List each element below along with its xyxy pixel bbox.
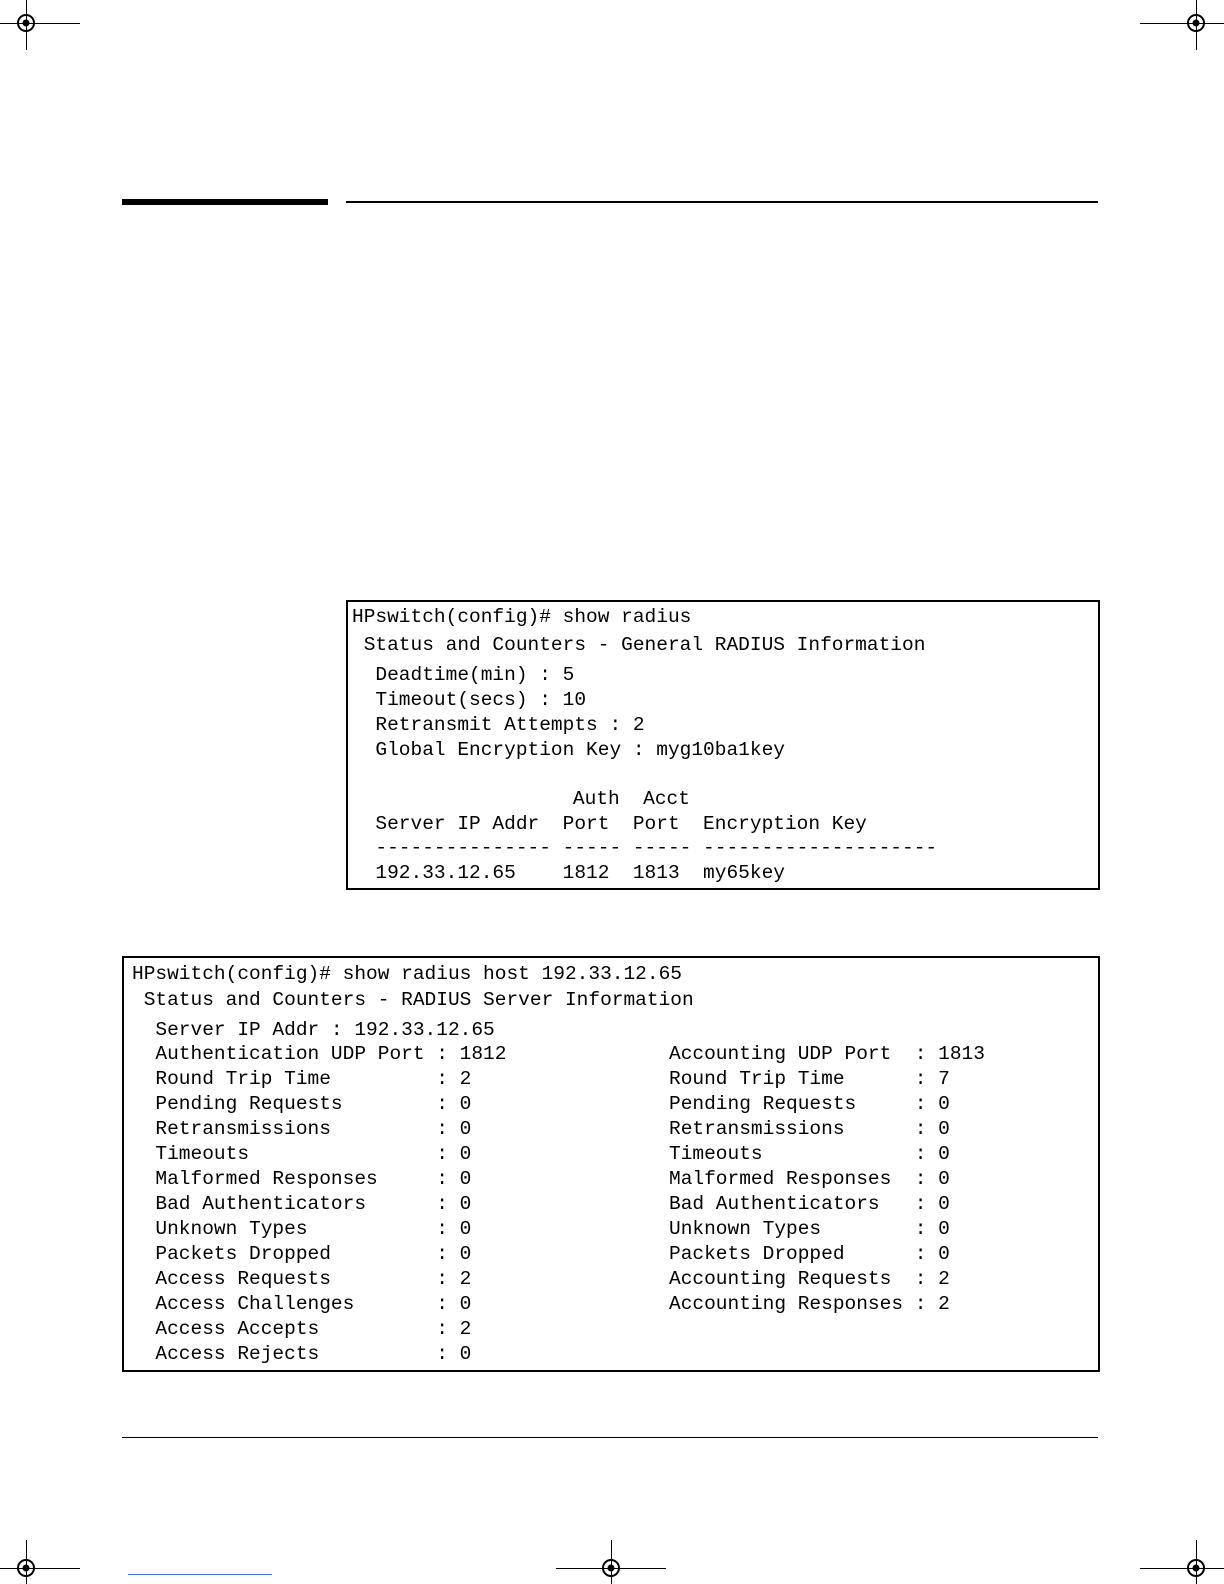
acct-line: Accounting UDP Port : 1813 xyxy=(669,1043,985,1065)
section-title: Status and Counters - RADIUS Server Information xyxy=(132,989,694,1011)
auth-line: Packets Dropped : 0 xyxy=(132,1243,472,1265)
command-line: HPswitch(config)# show radius host 192.33.12.65 xyxy=(132,963,682,985)
acct-line: Retransmissions : 0 xyxy=(669,1118,950,1140)
auth-line: Authentication UDP Port : 1812 xyxy=(132,1043,507,1065)
auth-line: Retransmissions : 0 xyxy=(132,1118,472,1140)
timeout-line: Timeout(secs) : 10 xyxy=(352,689,587,711)
auth-line: Unknown Types : 0 xyxy=(132,1218,472,1240)
footer-rule xyxy=(122,1437,1098,1438)
global-key-line: Global Encryption Key : myg10ba1key xyxy=(352,739,785,761)
acct-line: Accounting Requests : 2 xyxy=(669,1268,950,1290)
header-rule-thick xyxy=(122,199,328,205)
auth-line: Timeouts : 0 xyxy=(132,1143,472,1165)
section-title: Status and Counters - General RADIUS Information xyxy=(352,634,926,656)
deadtime-line: Deadtime(min) : 5 xyxy=(352,664,575,686)
server-ip-line: Server IP Addr : 192.33.12.65 xyxy=(132,1019,495,1041)
auth-line: Bad Authenticators : 0 xyxy=(132,1193,472,1215)
terminal-show-radius-host xyxy=(122,956,1100,1372)
acct-line: Malformed Responses : 0 xyxy=(669,1168,950,1190)
auth-line: Access Challenges : 0 xyxy=(132,1293,472,1315)
header-rule-thin xyxy=(346,201,1098,203)
table-header-row-1: Auth Acct xyxy=(374,788,690,810)
auth-line: Pending Requests : 0 xyxy=(132,1093,472,1115)
acct-line: Unknown Types : 0 xyxy=(669,1218,950,1240)
table-row: 192.33.12.65 1812 1813 my65key xyxy=(352,862,785,884)
acct-line: Bad Authenticators : 0 xyxy=(669,1193,950,1215)
auth-line: Malformed Responses : 0 xyxy=(132,1168,472,1190)
terminal-show-radius xyxy=(346,600,1100,890)
acct-line: Round Trip Time : 7 xyxy=(669,1068,950,1090)
retransmit-line: Retransmit Attempts : 2 xyxy=(352,714,645,736)
acct-line: Pending Requests : 0 xyxy=(669,1093,950,1115)
command-line: HPswitch(config)# show radius xyxy=(352,606,692,628)
acct-line: Accounting Responses : 2 xyxy=(669,1293,950,1315)
table-header-row-2: Server IP Addr Port Port Encryption Key xyxy=(352,813,867,835)
auth-line: Access Rejects : 0 xyxy=(132,1343,472,1365)
acct-line: Timeouts : 0 xyxy=(669,1143,950,1165)
auth-line: Access Accepts : 2 xyxy=(132,1318,472,1340)
acct-line: Packets Dropped : 0 xyxy=(669,1243,950,1265)
auth-line: Access Requests : 2 xyxy=(132,1268,472,1290)
table-divider: --------------- ----- ----- -------------------- xyxy=(352,837,938,859)
footer-link-underline[interactable] xyxy=(128,1574,272,1575)
auth-line: Round Trip Time : 2 xyxy=(132,1068,472,1090)
